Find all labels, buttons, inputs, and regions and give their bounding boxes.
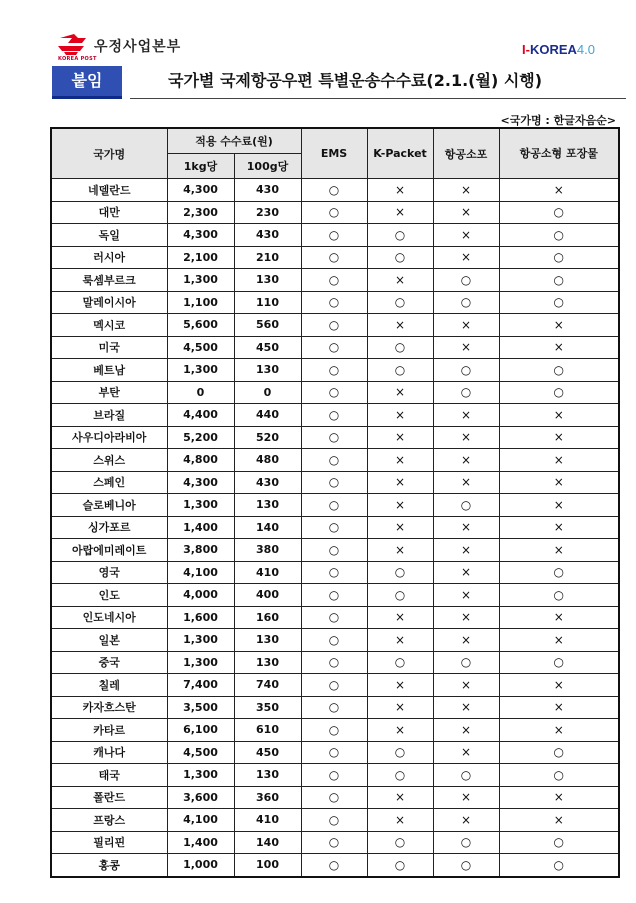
small-package-cell: ×	[499, 539, 619, 562]
ems-cell: ○	[301, 674, 367, 697]
air-parcel-cell: ○	[433, 269, 499, 292]
ems-cell: ○	[301, 561, 367, 584]
air-parcel-cell: ○	[433, 831, 499, 854]
per-kg-cell: 1,000	[167, 854, 234, 877]
small-package-cell: ○	[499, 246, 619, 269]
kpacket-cell: ○	[367, 854, 433, 877]
brand-number: 4.0	[576, 42, 595, 57]
ems-cell: ○	[301, 179, 367, 202]
per-100g-cell: 110	[234, 291, 301, 314]
ems-cell: ○	[301, 449, 367, 472]
per-100g-cell: 410	[234, 809, 301, 832]
per-kg-cell: 1,600	[167, 606, 234, 629]
per-100g-cell: 130	[234, 269, 301, 292]
per-kg-cell: 2,300	[167, 201, 234, 224]
brand-mark: I-	[522, 42, 530, 57]
table-row	[51, 584, 619, 607]
table-row	[51, 494, 619, 517]
air-parcel-cell: ×	[433, 336, 499, 359]
table-row	[51, 719, 619, 742]
header-small-package: 항공소형 포장물	[499, 128, 619, 179]
per-100g-cell: 210	[234, 246, 301, 269]
table-row	[51, 674, 619, 697]
kpacket-cell: ×	[367, 404, 433, 427]
kpacket-cell: ×	[367, 471, 433, 494]
table-row	[51, 741, 619, 764]
table-row	[51, 179, 619, 202]
per-kg-cell: 2,100	[167, 246, 234, 269]
table-row	[51, 764, 619, 787]
country-cell: 캐나다	[51, 741, 167, 764]
per-100g-cell: 480	[234, 449, 301, 472]
country-cell: 싱가포르	[51, 516, 167, 539]
per-kg-cell: 1,400	[167, 516, 234, 539]
air-parcel-cell: ×	[433, 224, 499, 247]
per-kg-cell: 3,800	[167, 539, 234, 562]
air-parcel-cell: ×	[433, 741, 499, 764]
air-parcel-cell: ○	[433, 764, 499, 787]
brand-name: KOREA	[529, 42, 577, 57]
table-row	[51, 561, 619, 584]
country-cell: 브라질	[51, 404, 167, 427]
table-row	[51, 831, 619, 854]
ems-cell: ○	[301, 764, 367, 787]
kpacket-cell: ×	[367, 426, 433, 449]
table-row	[51, 786, 619, 809]
air-parcel-cell: ○	[433, 854, 499, 877]
per-100g-cell: 130	[234, 651, 301, 674]
small-package-cell: ○	[499, 831, 619, 854]
kpacket-cell: ○	[367, 246, 433, 269]
header-country: 국가명	[51, 128, 167, 179]
small-package-cell: ×	[499, 696, 619, 719]
per-kg-cell: 1,300	[167, 269, 234, 292]
air-parcel-cell: ×	[433, 539, 499, 562]
per-kg-cell: 4,300	[167, 224, 234, 247]
korea-post-emblem-icon	[58, 34, 88, 56]
country-cell: 중국	[51, 651, 167, 674]
air-parcel-cell: ×	[433, 584, 499, 607]
sort-note: <국가명 : 한글자음순>	[500, 114, 616, 127]
fee-table	[50, 127, 620, 878]
per-100g-cell: 160	[234, 606, 301, 629]
per-100g-cell: 560	[234, 314, 301, 337]
per-100g-cell: 350	[234, 696, 301, 719]
kpacket-cell: ○	[367, 831, 433, 854]
country-cell: 독일	[51, 224, 167, 247]
document-header	[0, 0, 636, 127]
kpacket-cell: ×	[367, 449, 433, 472]
ems-cell: ○	[301, 269, 367, 292]
small-package-cell: ×	[499, 674, 619, 697]
air-parcel-cell: ×	[433, 179, 499, 202]
kpacket-cell: ×	[367, 201, 433, 224]
attachment-badge: 붙임	[52, 66, 122, 99]
country-cell: 카타르	[51, 719, 167, 742]
ems-cell: ○	[301, 314, 367, 337]
per-100g-cell: 130	[234, 764, 301, 787]
small-package-cell: ○	[499, 741, 619, 764]
air-parcel-cell: ×	[433, 696, 499, 719]
per-100g-cell: 430	[234, 471, 301, 494]
per-kg-cell: 1,300	[167, 629, 234, 652]
per-100g-cell: 100	[234, 854, 301, 877]
per-100g-cell: 430	[234, 224, 301, 247]
air-parcel-cell: ○	[433, 651, 499, 674]
ems-cell: ○	[301, 201, 367, 224]
ems-cell: ○	[301, 854, 367, 877]
country-cell: 프랑스	[51, 809, 167, 832]
small-package-cell: ○	[499, 854, 619, 877]
country-cell: 인도네시아	[51, 606, 167, 629]
per-kg-cell: 6,100	[167, 719, 234, 742]
kpacket-cell: ○	[367, 584, 433, 607]
per-kg-cell: 5,600	[167, 314, 234, 337]
ems-cell: ○	[301, 494, 367, 517]
country-cell: 룩셈부르크	[51, 269, 167, 292]
per-100g-cell: 140	[234, 831, 301, 854]
air-parcel-cell: ×	[433, 314, 499, 337]
per-kg-cell: 4,100	[167, 809, 234, 832]
logo-subtext: KOREA POST	[58, 56, 97, 62]
country-cell: 카자흐스탄	[51, 696, 167, 719]
per-100g-cell: 140	[234, 516, 301, 539]
ems-cell: ○	[301, 696, 367, 719]
country-cell: 베트남	[51, 359, 167, 382]
air-parcel-cell: ×	[433, 471, 499, 494]
kpacket-cell: ×	[367, 629, 433, 652]
kpacket-cell: ×	[367, 606, 433, 629]
country-cell: 홍콩	[51, 854, 167, 877]
country-cell: 폴란드	[51, 786, 167, 809]
per-100g-cell: 0	[234, 381, 301, 404]
country-cell: 멕시코	[51, 314, 167, 337]
table-row	[51, 359, 619, 382]
per-kg-cell: 4,400	[167, 404, 234, 427]
table-row	[51, 381, 619, 404]
country-cell: 슬로베니아	[51, 494, 167, 517]
per-kg-cell: 4,300	[167, 179, 234, 202]
table-row	[51, 449, 619, 472]
kpacket-cell: ○	[367, 224, 433, 247]
air-parcel-cell: ×	[433, 201, 499, 224]
small-package-cell: ×	[499, 471, 619, 494]
per-100g-cell: 430	[234, 179, 301, 202]
air-parcel-cell: ×	[433, 719, 499, 742]
per-kg-cell: 3,600	[167, 786, 234, 809]
small-package-cell: ○	[499, 584, 619, 607]
ems-cell: ○	[301, 404, 367, 427]
ems-cell: ○	[301, 629, 367, 652]
country-cell: 미국	[51, 336, 167, 359]
per-kg-cell: 1,300	[167, 494, 234, 517]
kpacket-cell: ×	[367, 269, 433, 292]
table-row	[51, 696, 619, 719]
country-cell: 일본	[51, 629, 167, 652]
per-100g-cell: 520	[234, 426, 301, 449]
small-package-cell: ×	[499, 494, 619, 517]
small-package-cell: ○	[499, 764, 619, 787]
ems-cell: ○	[301, 336, 367, 359]
per-kg-cell: 1,300	[167, 359, 234, 382]
per-kg-cell: 1,300	[167, 651, 234, 674]
header-per-kg: 1kg당	[167, 154, 234, 179]
per-kg-cell: 4,100	[167, 561, 234, 584]
small-package-cell: ×	[499, 449, 619, 472]
kpacket-cell: ○	[367, 336, 433, 359]
kpacket-cell: ×	[367, 786, 433, 809]
country-cell: 네델란드	[51, 179, 167, 202]
small-package-cell: ○	[499, 359, 619, 382]
ems-cell: ○	[301, 291, 367, 314]
per-kg-cell: 0	[167, 381, 234, 404]
country-cell: 칠레	[51, 674, 167, 697]
ems-cell: ○	[301, 719, 367, 742]
per-kg-cell: 4,500	[167, 741, 234, 764]
korea-post-logo	[58, 34, 188, 62]
per-kg-cell: 3,500	[167, 696, 234, 719]
ems-cell: ○	[301, 606, 367, 629]
table-row	[51, 516, 619, 539]
small-package-cell: ×	[499, 516, 619, 539]
kpacket-cell: ○	[367, 561, 433, 584]
header-ems: EMS	[301, 128, 367, 179]
country-cell: 필리핀	[51, 831, 167, 854]
ems-cell: ○	[301, 246, 367, 269]
country-cell: 인도	[51, 584, 167, 607]
per-100g-cell: 450	[234, 336, 301, 359]
per-100g-cell: 440	[234, 404, 301, 427]
per-100g-cell: 410	[234, 561, 301, 584]
air-parcel-cell: ○	[433, 494, 499, 517]
small-package-cell: ○	[499, 381, 619, 404]
ems-cell: ○	[301, 381, 367, 404]
per-kg-cell: 1,300	[167, 764, 234, 787]
per-100g-cell: 230	[234, 201, 301, 224]
kpacket-cell: ○	[367, 291, 433, 314]
header-kpacket: K-Packet	[367, 128, 433, 179]
per-100g-cell: 130	[234, 359, 301, 382]
country-cell: 부탄	[51, 381, 167, 404]
ems-cell: ○	[301, 584, 367, 607]
table-row	[51, 539, 619, 562]
kpacket-cell: ○	[367, 359, 433, 382]
table-row	[51, 336, 619, 359]
per-100g-cell: 400	[234, 584, 301, 607]
small-package-cell: ×	[499, 179, 619, 202]
table-row	[51, 426, 619, 449]
country-cell: 사우디아라비아	[51, 426, 167, 449]
page-title: 국가별 국제항공우편 특별운송수수료(2.1.(월) 시행)	[168, 71, 543, 90]
per-100g-cell: 380	[234, 539, 301, 562]
table-row	[51, 314, 619, 337]
country-cell: 스위스	[51, 449, 167, 472]
small-package-cell: ×	[499, 809, 619, 832]
table-row	[51, 291, 619, 314]
header-per-100g: 100g당	[234, 154, 301, 179]
air-parcel-cell: ×	[433, 786, 499, 809]
kpacket-cell: ×	[367, 809, 433, 832]
table-row	[51, 246, 619, 269]
country-cell: 러시아	[51, 246, 167, 269]
kpacket-cell: ○	[367, 764, 433, 787]
kpacket-cell: ×	[367, 179, 433, 202]
per-100g-cell: 130	[234, 629, 301, 652]
air-parcel-cell: ×	[433, 516, 499, 539]
i-korea-brand	[522, 42, 595, 57]
per-100g-cell: 360	[234, 786, 301, 809]
ems-cell: ○	[301, 786, 367, 809]
table-row	[51, 854, 619, 877]
air-parcel-cell: ×	[433, 449, 499, 472]
kpacket-cell: ○	[367, 741, 433, 764]
table-row	[51, 404, 619, 427]
air-parcel-cell: ×	[433, 606, 499, 629]
ems-cell: ○	[301, 426, 367, 449]
table-row	[51, 606, 619, 629]
country-cell: 스페인	[51, 471, 167, 494]
table-row	[51, 224, 619, 247]
ems-cell: ○	[301, 471, 367, 494]
air-parcel-cell: ○	[433, 359, 499, 382]
ems-cell: ○	[301, 516, 367, 539]
small-package-cell: ×	[499, 786, 619, 809]
per-100g-cell: 740	[234, 674, 301, 697]
country-cell: 태국	[51, 764, 167, 787]
per-kg-cell: 4,300	[167, 471, 234, 494]
small-package-cell: ×	[499, 629, 619, 652]
air-parcel-cell: ○	[433, 291, 499, 314]
table-row	[51, 651, 619, 674]
small-package-cell: ○	[499, 561, 619, 584]
air-parcel-cell: ×	[433, 629, 499, 652]
per-kg-cell: 7,400	[167, 674, 234, 697]
small-package-cell: ○	[499, 291, 619, 314]
per-100g-cell: 450	[234, 741, 301, 764]
per-100g-cell: 610	[234, 719, 301, 742]
air-parcel-cell: ×	[433, 561, 499, 584]
small-package-cell: ×	[499, 336, 619, 359]
ems-cell: ○	[301, 224, 367, 247]
small-package-cell: ×	[499, 404, 619, 427]
air-parcel-cell: ○	[433, 381, 499, 404]
ems-cell: ○	[301, 809, 367, 832]
table-row	[51, 809, 619, 832]
kpacket-cell: ×	[367, 719, 433, 742]
country-cell: 대만	[51, 201, 167, 224]
kpacket-cell: ×	[367, 314, 433, 337]
ems-cell: ○	[301, 651, 367, 674]
small-package-cell: ○	[499, 201, 619, 224]
per-kg-cell: 4,800	[167, 449, 234, 472]
small-package-cell: ×	[499, 426, 619, 449]
kpacket-cell: ×	[367, 494, 433, 517]
small-package-cell: ○	[499, 224, 619, 247]
small-package-cell: ×	[499, 606, 619, 629]
ems-cell: ○	[301, 741, 367, 764]
ems-cell: ○	[301, 539, 367, 562]
table-row	[51, 269, 619, 292]
table-row	[51, 471, 619, 494]
country-cell: 영국	[51, 561, 167, 584]
small-package-cell: ×	[499, 719, 619, 742]
air-parcel-cell: ×	[433, 809, 499, 832]
country-cell: 말레이시아	[51, 291, 167, 314]
kpacket-cell: ×	[367, 696, 433, 719]
small-package-cell: ×	[499, 314, 619, 337]
air-parcel-cell: ×	[433, 246, 499, 269]
small-package-cell: ○	[499, 269, 619, 292]
kpacket-cell: ○	[367, 651, 433, 674]
per-kg-cell: 4,000	[167, 584, 234, 607]
kpacket-cell: ×	[367, 516, 433, 539]
kpacket-cell: ×	[367, 381, 433, 404]
header-air-parcel: 항공소포	[433, 128, 499, 179]
logo-text: 우정사업본부	[94, 39, 182, 55]
kpacket-cell: ×	[367, 674, 433, 697]
title-underline	[130, 98, 626, 99]
air-parcel-cell: ×	[433, 674, 499, 697]
table-body	[51, 179, 619, 877]
per-kg-cell: 4,500	[167, 336, 234, 359]
air-parcel-cell: ×	[433, 404, 499, 427]
air-parcel-cell: ×	[433, 426, 499, 449]
per-100g-cell: 130	[234, 494, 301, 517]
table-row	[51, 629, 619, 652]
per-kg-cell: 1,400	[167, 831, 234, 854]
per-kg-cell: 1,100	[167, 291, 234, 314]
country-cell: 아랍에미레이트	[51, 539, 167, 562]
ems-cell: ○	[301, 831, 367, 854]
header-fee: 적용 수수료(원)	[167, 128, 301, 154]
per-kg-cell: 5,200	[167, 426, 234, 449]
table-row	[51, 201, 619, 224]
ems-cell: ○	[301, 359, 367, 382]
kpacket-cell: ×	[367, 539, 433, 562]
small-package-cell: ○	[499, 651, 619, 674]
